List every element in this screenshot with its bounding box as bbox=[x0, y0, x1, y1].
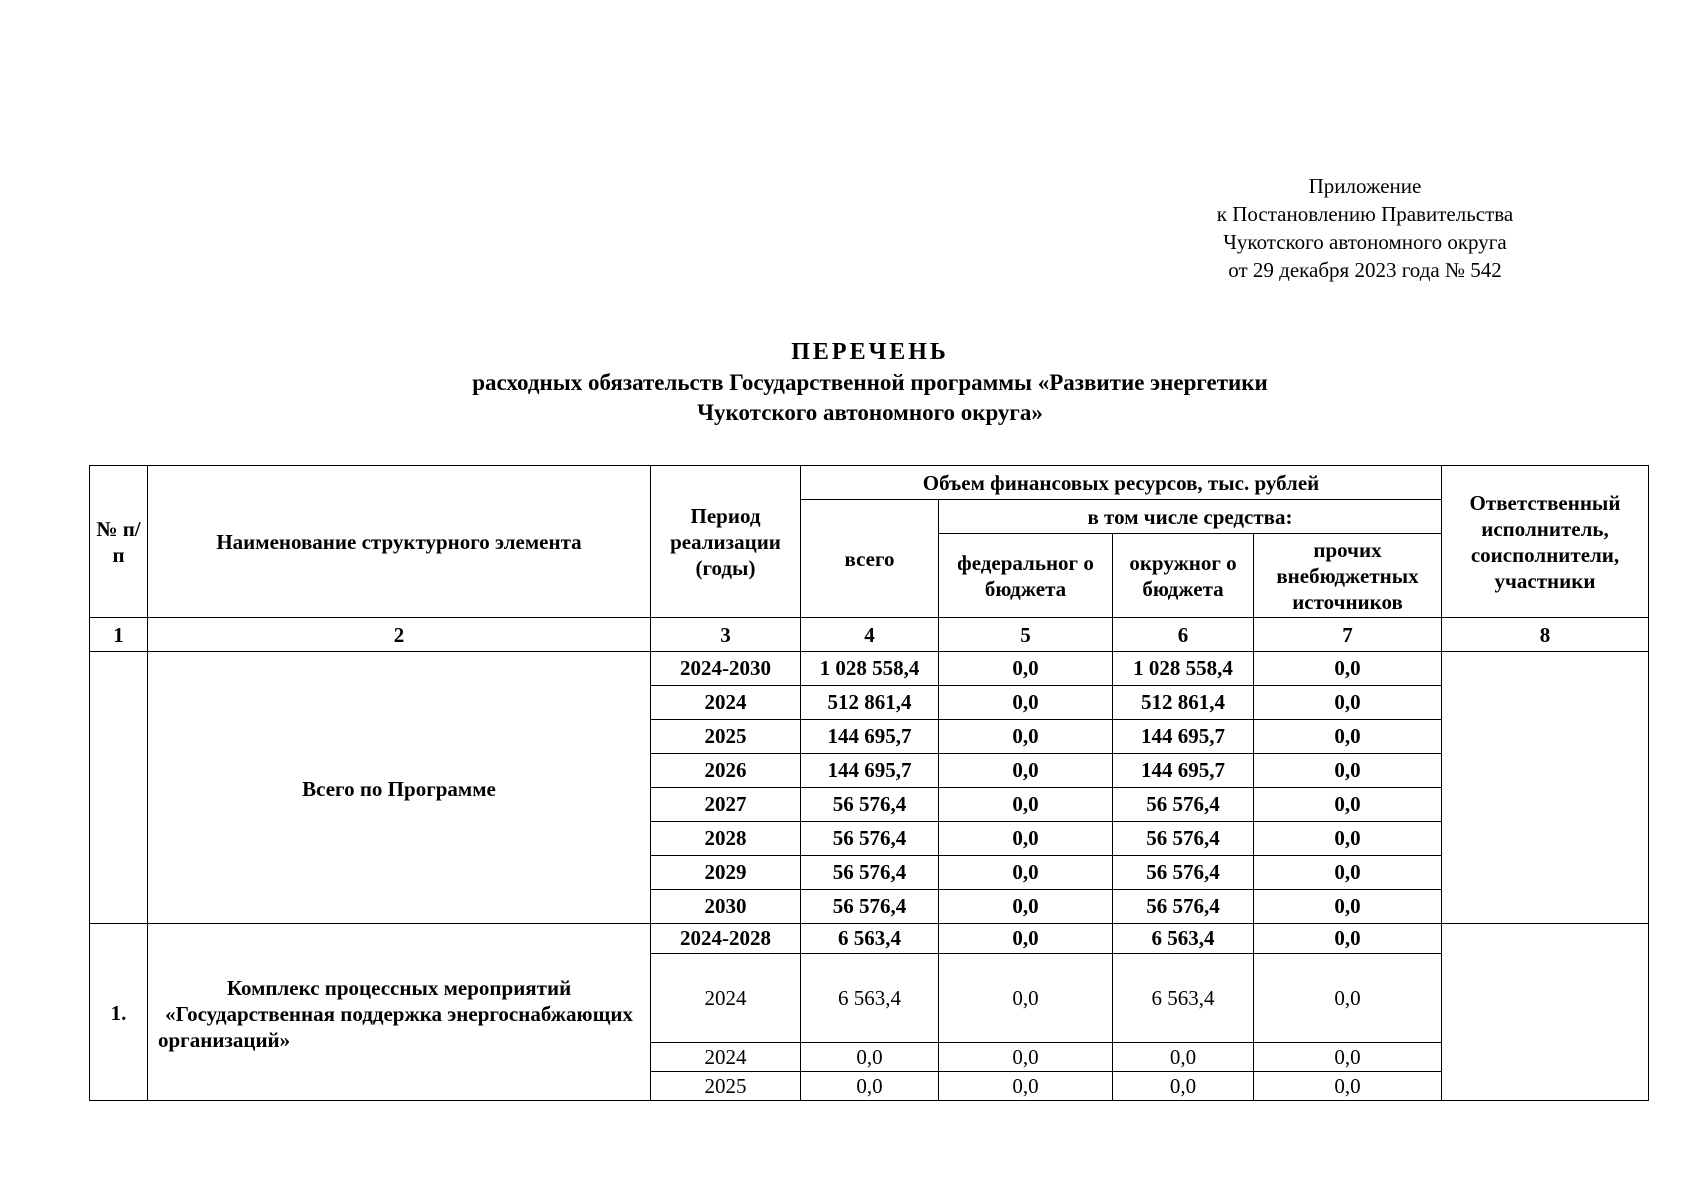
cell-total: 144 695,7 bbox=[801, 754, 939, 788]
cell-total: 144 695,7 bbox=[801, 720, 939, 754]
table-row bbox=[90, 652, 1649, 686]
item-1-name: Комплекс процессных мероприятий «Государственная поддержка энергоснабжающих организаций» bbox=[148, 924, 651, 1101]
cell-total: 1 028 558,4 bbox=[801, 652, 939, 686]
appendix-line-1: Приложение bbox=[1308, 174, 1422, 198]
cell-district: 0,0 bbox=[1113, 1043, 1254, 1072]
colnum-6: 6 bbox=[1113, 618, 1254, 652]
cell-federal: 0,0 bbox=[939, 686, 1113, 720]
cell-total: 56 576,4 bbox=[801, 890, 939, 924]
cell-federal: 0,0 bbox=[939, 1043, 1113, 1072]
appendix-line-4: от 29 декабря 2023 года № 542 bbox=[1228, 258, 1502, 282]
colnum-7: 7 bbox=[1254, 618, 1442, 652]
cell-period: 2024-2030 bbox=[651, 652, 801, 686]
colnum-1: 1 bbox=[90, 618, 148, 652]
cell-district: 6 563,4 bbox=[1113, 954, 1254, 1043]
item-1-num: 1. bbox=[90, 924, 148, 1101]
cell-total: 6 563,4 bbox=[801, 924, 939, 954]
header-district: окружног о бюджета bbox=[1113, 534, 1254, 618]
cell-other: 0,0 bbox=[1254, 686, 1442, 720]
cell-other: 0,0 bbox=[1254, 1043, 1442, 1072]
cell-district: 56 576,4 bbox=[1113, 822, 1254, 856]
cell-district: 1 028 558,4 bbox=[1113, 652, 1254, 686]
cell-district: 0,0 bbox=[1113, 1072, 1254, 1101]
cell-period: 2024-2028 bbox=[651, 924, 801, 954]
total-responsible-cell bbox=[1442, 652, 1649, 924]
appendix-block bbox=[1140, 172, 1590, 284]
cell-period: 2024 bbox=[651, 954, 801, 1043]
cell-federal: 0,0 bbox=[939, 856, 1113, 890]
header-including: в том числе средства: bbox=[939, 500, 1442, 534]
cell-federal: 0,0 bbox=[939, 1072, 1113, 1101]
title-subtitle-1: расходных обязательств Государственной программы «Развитие энергетики bbox=[472, 370, 1268, 395]
cell-federal: 0,0 bbox=[939, 954, 1113, 1043]
title-main: ПЕРЕЧЕНЬ bbox=[791, 339, 949, 365]
cell-period: 2026 bbox=[651, 754, 801, 788]
total-label: Всего по Программе bbox=[148, 652, 651, 924]
cell-total: 6 563,4 bbox=[801, 954, 939, 1043]
cell-other: 0,0 bbox=[1254, 924, 1442, 954]
appendix-line-2: к Постановлению Правительства bbox=[1216, 202, 1514, 226]
cell-district: 56 576,4 bbox=[1113, 856, 1254, 890]
header-responsible: Ответственный исполнитель, соисполнители, участники bbox=[1442, 466, 1649, 618]
cell-district: 56 576,4 bbox=[1113, 890, 1254, 924]
header-federal: федеральног о бюджета bbox=[939, 534, 1113, 618]
header-num: № п/п bbox=[90, 466, 148, 618]
cell-district: 6 563,4 bbox=[1113, 924, 1254, 954]
cell-period: 2029 bbox=[651, 856, 801, 890]
total-num-cell bbox=[90, 652, 148, 924]
cell-district: 512 861,4 bbox=[1113, 686, 1254, 720]
colnum-3: 3 bbox=[651, 618, 801, 652]
column-numbers-row bbox=[90, 618, 1649, 652]
cell-federal: 0,0 bbox=[939, 924, 1113, 954]
cell-period: 2025 bbox=[651, 720, 801, 754]
cell-district: 56 576,4 bbox=[1113, 788, 1254, 822]
cell-other: 0,0 bbox=[1254, 652, 1442, 686]
appendix-line-3: Чукотского автономного округа bbox=[1223, 230, 1507, 254]
cell-period: 2027 bbox=[651, 788, 801, 822]
header-total: всего bbox=[801, 500, 939, 618]
cell-period: 2030 bbox=[651, 890, 801, 924]
table-row bbox=[90, 924, 1649, 954]
item-1-responsible-cell bbox=[1442, 924, 1649, 1101]
cell-other: 0,0 bbox=[1254, 856, 1442, 890]
cell-total: 56 576,4 bbox=[801, 856, 939, 890]
title-subtitle-2: Чукотского автономного округа» bbox=[697, 400, 1043, 425]
cell-other: 0,0 bbox=[1254, 788, 1442, 822]
cell-total: 0,0 bbox=[801, 1072, 939, 1101]
cell-other: 0,0 bbox=[1254, 720, 1442, 754]
header-period: Период реализации (годы) bbox=[651, 466, 801, 618]
cell-period: 2024 bbox=[651, 1043, 801, 1072]
cell-total: 0,0 bbox=[801, 1043, 939, 1072]
cell-federal: 0,0 bbox=[939, 890, 1113, 924]
cell-district: 144 695,7 bbox=[1113, 720, 1254, 754]
cell-total: 56 576,4 bbox=[801, 788, 939, 822]
colnum-5: 5 bbox=[939, 618, 1113, 652]
obligations-table bbox=[89, 465, 1649, 1101]
cell-period: 2024 bbox=[651, 686, 801, 720]
colnum-4: 4 bbox=[801, 618, 939, 652]
cell-period: 2025 bbox=[651, 1072, 801, 1101]
colnum-2: 2 bbox=[148, 618, 651, 652]
cell-federal: 0,0 bbox=[939, 754, 1113, 788]
cell-federal: 0,0 bbox=[939, 652, 1113, 686]
cell-district: 144 695,7 bbox=[1113, 754, 1254, 788]
cell-total: 56 576,4 bbox=[801, 822, 939, 856]
cell-period: 2028 bbox=[651, 822, 801, 856]
cell-federal: 0,0 bbox=[939, 720, 1113, 754]
document-title bbox=[0, 336, 1698, 428]
cell-total: 512 861,4 bbox=[801, 686, 939, 720]
cell-federal: 0,0 bbox=[939, 822, 1113, 856]
cell-other: 0,0 bbox=[1254, 954, 1442, 1043]
colnum-8: 8 bbox=[1442, 618, 1649, 652]
cell-other: 0,0 bbox=[1254, 754, 1442, 788]
header-other: прочих внебюджетных источников bbox=[1254, 534, 1442, 618]
cell-other: 0,0 bbox=[1254, 890, 1442, 924]
header-volume: Объем финансовых ресурсов, тыс. рублей bbox=[801, 466, 1442, 500]
cell-other: 0,0 bbox=[1254, 1072, 1442, 1101]
header-name: Наименование структурного элемента bbox=[148, 466, 651, 618]
cell-other: 0,0 bbox=[1254, 822, 1442, 856]
cell-federal: 0,0 bbox=[939, 788, 1113, 822]
